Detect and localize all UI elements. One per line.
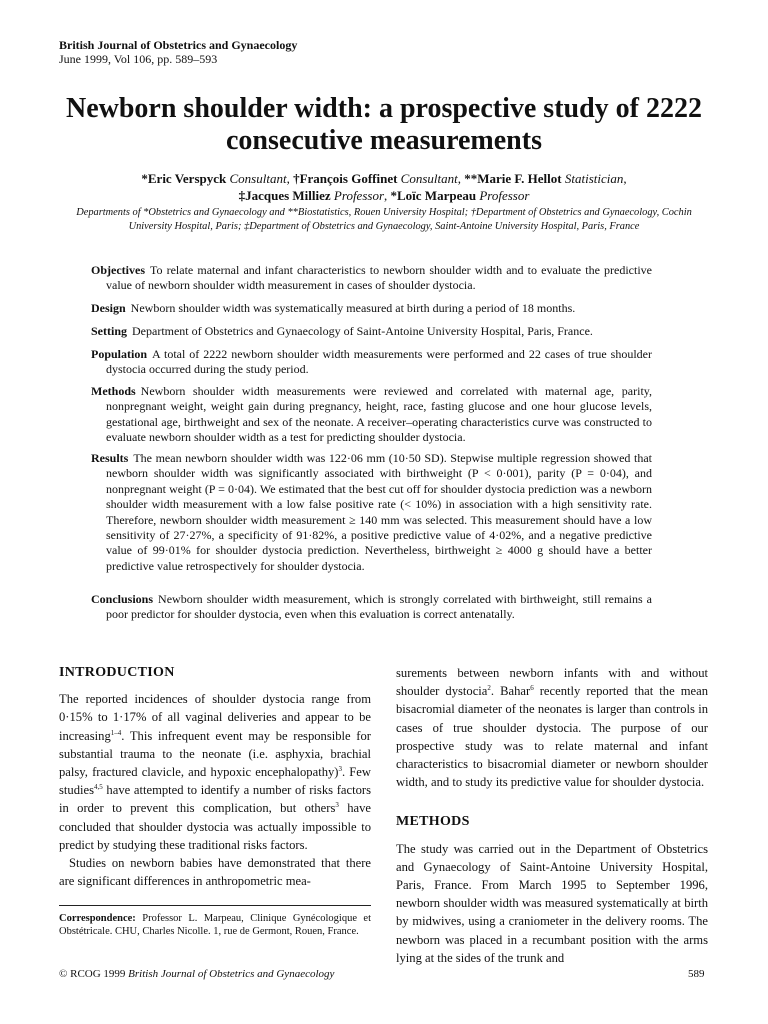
abstract-conclusions [91,592,652,623]
author-5: *Loïc Marpeau Professor [390,188,530,203]
abstract-label: Results [91,451,129,465]
abstract-design [91,301,652,316]
affiliations: Departments of *Obstetrics and Gynaecology and **Biostatistics, Rouen University Hospital; †Department of Obstetrics and Gynaecology, Cochin University Hospital, Paris; ‡Department of Obstetrics and Gynaecology, Saint-Antoine University Hospital, Paris, France [76,207,692,232]
abstract-label: Population [91,347,148,361]
footer-copyright: © RCOG 1999 [59,968,126,980]
introduction-paragraph-1: The reported incidences of shoulder dystocia range from 0·15% to 1·17% of all vaginal deliveries and appear to be increasing$^{1-4}$. This infrequent event may be responsible for substantial trauma to the neonate (i.e. asphyxia, brachial palsy, fractured clavicle, and hypoxic encephalopathy)$^3$. Few studies$^{4,5}$ have attempted to identify a number of risks factors in order to prevent this complication, but others$^3$ have concluded that shoulder dystocia was actually impossible to predict by studying these traditional risks factors. [59,692,372,852]
author-2: †François Goffinet Consultant, [293,171,465,186]
abstract-text: Newborn shoulder width measurements were reviewed and correlated with maternal age, parity, nonpregnant weight, weight gain during pregnancy, height, race, fasting glucose and one hour glucose levels, gestational age, birthweight and sex of the neonate. A receiver–operating characteristics curve was constructed to evaluate newborn shoulder width as a test for predicting shoulder dystocia. [106,384,652,445]
abstract-text: The mean newborn shoulder width was 122·06 mm (10·50 SD). Stepwise multiple regression showed that newborn shoulder width was significantly associated with birthweight (P < 0·001), parity (P = 0·04), and nonpregnant weight (P = 0·04). We estimated that the best cut off for shoulder dystocia prediction was a newborn shoulder width measurement with a low false positive rate (< 10%) in association with a high sensitivity rate. Therefore, newborn shoulder width measurement ≥ 140 mm was selected. This measurement should have a low sensitivity of 27·27%, a specificity of 91·82%, a positive predictive value of 4·02%, and a negative predictive value of 99·01% for shoulder dystocia prediction. Nevertheless, birthweight ≥ 4000 g should have a better predictive value retrospectively for shoulder dystocia. [106,451,652,573]
author-3: **Marie F. Hellot Statistician, [464,171,627,186]
abstract-text: Newborn shoulder width was systematically measured at birth during a period of 18 months. [130,301,576,315]
footnote-rule [59,905,371,906]
correspondence-text: Professor L. Marpeau, Clinique Gynécologique et Obstétricale. CHU, Charles Nicolle. 1, rue de Germont, Rouen, France. [59,913,371,937]
abstract-label: Design [91,301,126,315]
author-list [90,170,678,204]
abstract-text: Department of Obstetrics and Gynaecology of Saint-Antoine University Hospital, Paris, France. [132,324,593,338]
page-footer [59,968,334,981]
journal-header [59,38,297,66]
abstract-label: Objectives [91,263,145,277]
left-column [59,664,371,890]
introduction-paragraph-2: Studies on newborn babies have demonstrated that there are significant differences in anthropometric mea- [59,856,371,889]
abstract-text: Newborn shoulder width measurement, which is strongly correlated with birthweight, still remains a poor predictor for shoulder dystocia, even when this evaluation is correct antenatally. [106,592,652,622]
introduction-heading: INTRODUCTION [59,665,175,680]
abstract-setting [91,324,652,339]
footer-journal: British Journal of Obstetrics and Gynaecology [128,968,335,980]
article-title [40,93,728,157]
abstract-population [91,347,652,378]
journal-name: British Journal of Obstetrics and Gynaecology [59,38,298,52]
right-paragraph-1: surements between newborn infants with and without shoulder dystocia$^2$. Bahar$^6$ recently reported that the mean bisacromial diameter of the neonates is larger than controls in cases of true shoulder dystocia. The purpose of our prospective study was to relate maternal and infant characteristics to bisacromial diameter or newborn shoulder width, and to study its predictive value for shoulder dystocia. [396,666,709,790]
correspondence-note [59,912,371,938]
page-number: 589 [688,968,705,980]
right-column [396,664,708,967]
abstract-results [91,451,652,574]
abstract-label: Conclusions [91,592,154,606]
title-line-1: Newborn shoulder width: a prospective study of 2222 [65,93,702,124]
author-1: *Eric Verspyck Consultant, [141,171,294,186]
abstract-label: Methods [91,384,136,398]
author-4: ‡Jacques Milliez Professor, [238,188,391,203]
abstract-text: A total of 2222 newborn shoulder width measurements were performed and 22 cases of true shoulder dystocia occurred during the study period. [106,347,652,377]
abstract-label: Setting [91,324,127,338]
abstract-text: To relate maternal and infant characteristics to newborn shoulder width and to evaluate the predictive value of newborn shoulder width measurement in cases of shoulder dystocia. [106,263,652,293]
methods-heading: METHODS [396,814,470,830]
correspondence-label: Correspondence: [59,913,136,924]
methods-paragraph: The study was carried out in the Department of Obstetrics and Gynaecology of Saint-Antoine University Hospital, Paris, France. From March 1995 to September 1996, newborn shoulder width was measured systematically at birth by midwives, using a craniometer in the delivery rooms. The newborn was placed in a recumbant position with the arms lying at the sides of the trunk and [396,841,708,965]
title-line-2: consecutive measurements [226,125,542,156]
abstract-objectives [91,263,652,294]
abstract-methods [91,384,652,446]
journal-citation: June 1999, Vol 106, pp. 589–593 [59,52,218,66]
